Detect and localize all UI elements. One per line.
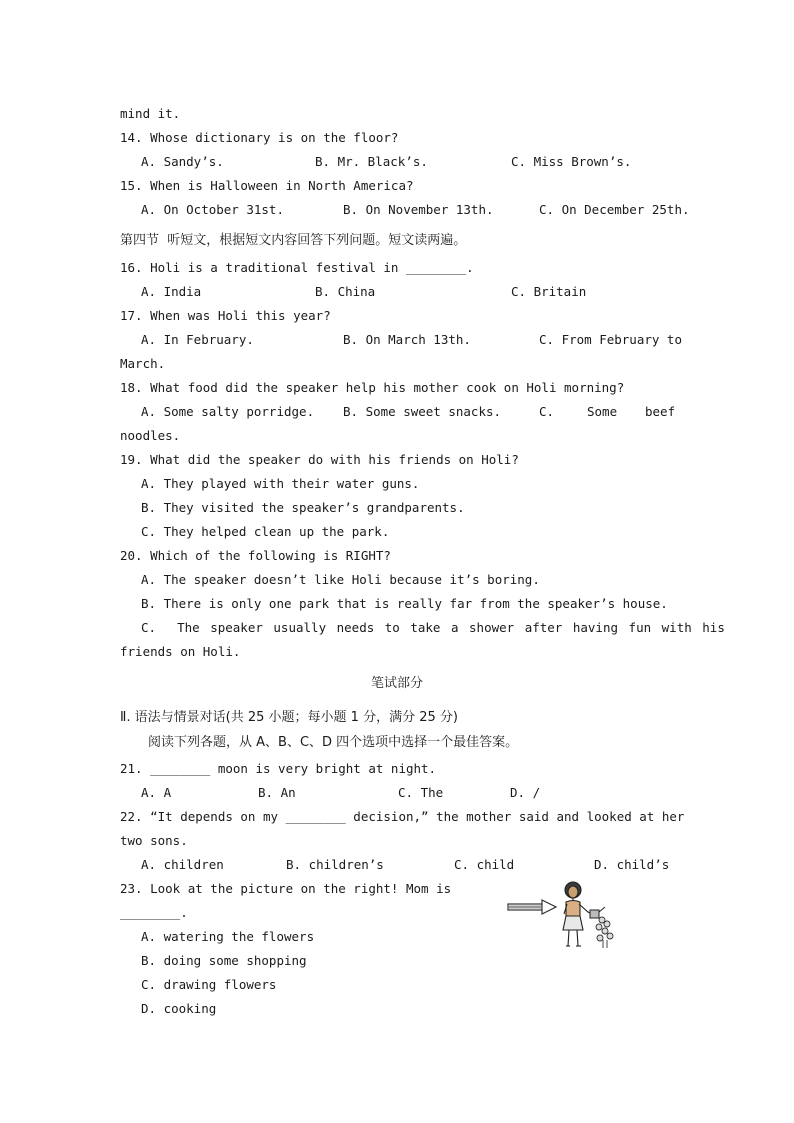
section-4-heading: 第四节 听短文，根据短文内容回答下列问题。短文读两遍。 <box>120 233 467 248</box>
option-18c-word1: Some <box>587 404 618 419</box>
option-19c: C. They helped clean up the park. <box>141 524 390 539</box>
option-15b: B. On November 13th. <box>343 202 494 217</box>
watering-can-icon <box>590 907 605 918</box>
question-23: 23. Look at the picture on the right! Mom is <box>120 881 452 896</box>
question-15: 15. When is Halloween in North America? <box>120 178 414 193</box>
option-23b: B. doing some shopping <box>141 953 307 968</box>
option-14b: B. Mr. Black’s. <box>315 154 428 169</box>
question-22-cont: two sons. <box>120 833 188 848</box>
option-18c-word2: beef <box>645 404 676 419</box>
option-18a: A. Some salty porridge. <box>141 404 315 419</box>
option-18c-cont: noodles. <box>120 428 181 443</box>
question-19: 19. What did the speaker do with his friends on Holi? <box>120 452 519 467</box>
question-23-blank: ________. <box>120 905 188 920</box>
option-21c: C. The <box>398 785 444 800</box>
option-20c-cont: friends on Holi. <box>120 644 241 659</box>
option-18c-label: C. <box>539 404 555 419</box>
option-15c: C. On December 25th. <box>539 202 690 217</box>
woman-figure <box>563 882 592 946</box>
option-22d: D. child’s <box>594 857 670 872</box>
question-21: 21. ________ moon is very bright at night. <box>120 761 437 776</box>
option-17a: A. In February. <box>141 332 254 347</box>
question-17: 17. When was Holi this year? <box>120 308 331 323</box>
option-21a: A. A <box>141 785 172 800</box>
option-23c: C. drawing flowers <box>141 977 277 992</box>
question-14: 14. Whose dictionary is on the floor? <box>120 130 399 145</box>
option-21d: D. / <box>510 785 541 800</box>
option-20b: B. There is only one park that is really far from the speaker’s house. <box>141 596 668 611</box>
option-20c: C. The speaker usually needs to take a shower after having fun with his <box>141 620 725 635</box>
part-ii-heading: Ⅱ. 语法与情景对话(共 25 小题；每小题 1 分，满分 25 分) <box>120 710 458 725</box>
written-part-heading: 笔试部分 <box>370 676 423 691</box>
question-23-picture <box>506 880 616 952</box>
option-16b: B. China <box>315 284 376 299</box>
question-18: 18. What food did the speaker help his mother cook on Holi morning? <box>120 380 625 395</box>
option-22a: A. children <box>141 857 224 872</box>
option-23a: A. watering the flowers <box>141 929 315 944</box>
option-16c: C. Britain <box>511 284 587 299</box>
option-17c: C. From February to <box>539 332 682 347</box>
arrow-icon <box>508 900 556 914</box>
option-19a: A. They played with their water guns. <box>141 476 420 491</box>
line-mind-it: mind it. <box>120 106 181 121</box>
option-22b: B. children’s <box>286 857 384 872</box>
option-20a: A. The speaker doesn’t like Holi because it’s boring. <box>141 572 540 587</box>
option-17b: B. On March 13th. <box>343 332 471 347</box>
question-22: 22. “It depends on my ________ decision,” the mother said and looked at her <box>120 809 685 824</box>
option-21b: B. An <box>258 785 296 800</box>
flowers-icon <box>596 917 613 948</box>
option-16a: A. India <box>141 284 202 299</box>
question-20: 20. Which of the following is RIGHT? <box>120 548 391 563</box>
option-23d: D. cooking <box>141 1001 217 1016</box>
option-19b: B. They visited the speaker’s grandparents. <box>141 500 465 515</box>
woman-watering-flowers-illustration <box>506 880 616 952</box>
option-14a: A. Sandy’s. <box>141 154 224 169</box>
option-22c: C. child <box>454 857 515 872</box>
part-ii-instructions: 阅读下列各题，从 A、B、C、D 四个选项中选择一个最佳答案。 <box>148 735 519 750</box>
option-15a: A. On October 31st. <box>141 202 284 217</box>
option-18b: B. Some sweet snacks. <box>343 404 502 419</box>
option-14c: C. Miss Brown’s. <box>511 154 632 169</box>
question-16: 16. Holi is a traditional festival in ________. <box>120 260 474 275</box>
option-17c-cont: March. <box>120 356 166 371</box>
